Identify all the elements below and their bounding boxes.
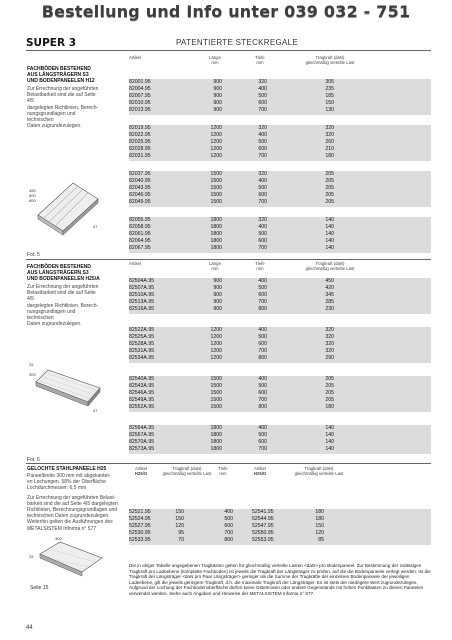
cell-dep: 320 xyxy=(258,79,267,85)
cell-len: 1200 xyxy=(210,355,222,361)
section1-description xyxy=(27,66,103,129)
cell-tl2: 120 xyxy=(315,530,324,536)
cell-len: 1500 xyxy=(210,397,222,403)
table-row xyxy=(129,79,431,86)
table-group xyxy=(129,125,431,161)
cell-art: 82064.95 xyxy=(129,238,151,244)
cell-art: 82540A.95 xyxy=(129,376,155,382)
cell-dep: 400 xyxy=(258,327,267,333)
cell-dep: 320 xyxy=(258,171,267,177)
cell-len: 1500 xyxy=(210,171,222,177)
cell-dep: 800 xyxy=(258,306,267,312)
cell-art: 82001.95 xyxy=(129,79,151,85)
table-row xyxy=(129,509,431,516)
cell-len: 1200 xyxy=(210,125,222,131)
table-row xyxy=(129,446,431,453)
cell-load: 180 xyxy=(325,404,334,410)
cell-dep: 400 xyxy=(258,178,267,184)
table-row xyxy=(129,107,431,114)
h25-col-load: Tragkraft (daN) gleichmäßig verteilte Last xyxy=(162,466,212,476)
section2-text: Zur Errechnung der angeführten Belastbarkeit sind die auf Seite 4/5 dargelegten Richtlinien, Berech- nungsgrundlagen und technischen Daten zugrundezulegen. xyxy=(27,284,99,328)
table-row xyxy=(129,139,431,146)
cell-len: 900 xyxy=(213,107,222,113)
cell-len: 1800 xyxy=(210,245,222,251)
cell-load: 180 xyxy=(325,153,334,159)
col-article-2: Artikel xyxy=(129,261,141,266)
cell-len: 1800 xyxy=(210,231,222,237)
cell-art: 82546A.95 xyxy=(129,390,155,396)
cell-load: 320 xyxy=(325,327,334,333)
table-row xyxy=(129,299,431,306)
section3-dim-width: 300 xyxy=(55,536,62,541)
cell-dp: 400 xyxy=(224,509,233,515)
cell-len: 900 xyxy=(213,86,222,92)
section3-dim-height: 25 xyxy=(29,554,34,559)
cell-art: 82513A.95 xyxy=(129,299,155,305)
cell-len: 900 xyxy=(213,299,222,305)
cell-len: 1800 xyxy=(210,224,222,230)
cell-dep: 800 xyxy=(258,404,267,410)
cell-art: 82037.95 xyxy=(129,171,151,177)
section3-panel-drawing xyxy=(34,538,106,580)
cell-load: 140 xyxy=(325,217,334,223)
cell-dp: 500 xyxy=(224,516,233,522)
cell-load: 205 xyxy=(325,178,334,184)
cell-dep: 700 xyxy=(258,397,267,403)
col-article: Artikel xyxy=(129,55,141,60)
cell-dep: 600 xyxy=(258,390,267,396)
section3-figure-label: Seite 15 xyxy=(30,585,49,591)
cell-art: 82010.95 xyxy=(129,100,151,106)
cell-load: 320 xyxy=(325,334,334,340)
table-row xyxy=(129,224,431,231)
cell-tl: 150 xyxy=(175,509,184,515)
cell-dep: 400 xyxy=(258,224,267,230)
cell-art: 52524.95 xyxy=(129,516,151,522)
table-row xyxy=(129,397,431,404)
cell-load: 210 xyxy=(325,146,334,152)
section2-description xyxy=(27,264,103,327)
cell-len: 1500 xyxy=(210,404,222,410)
table-row xyxy=(129,327,431,334)
cell-art: 82025.95 xyxy=(129,139,151,145)
footnote: Die in obiger Tabelle angegebenen Tragkästen gelten für gleichmäßig verteilte Lasten <daN> pro Bodenpaneel. Zur Bestimmung der zulässigen Tragkraft pro Ladeebene (komplette Fachboden) ist jeweils die Tragkraft der Längsträger zu prüfen, auf die die Bodenpaneele verlegt werden. Ist die Tragkraft der Längsträger <daN pro Paar Längsträger> geringer als die Summe der Tragkräfte der einzelnen Bodenpaneele der jeweiligen Ladeebene, gilt die jeweils geringere Tragkraft, d.h. die maximale Tragkraft der Längsträger. Es ist stets der niedrigere Wert zugrundezulegen. Aufgrund der Lochung der Fachbodenoberfläche dürfen keine Gittertrosen oder andere Gegenstände mit hohen Punktlasten zu diesen Paneelen verwendet werden. Siehe auch Angaben und Hinweise der METALSISTEM Informa n° 577. xyxy=(129,563,431,596)
cell-art: 82567A.95 xyxy=(129,432,155,438)
cell-art: 82028.95 xyxy=(129,146,151,152)
cell-dp: 600 xyxy=(224,523,233,529)
cell-dep: 400 xyxy=(258,86,267,92)
cell-art: 82055.95 xyxy=(129,217,151,223)
cell-dep: 600 xyxy=(258,146,267,152)
table-row xyxy=(129,292,431,299)
cell-dp: 800 xyxy=(224,537,233,543)
cell-load: 450 xyxy=(325,278,334,284)
cell-art: 82564A.95 xyxy=(129,425,155,431)
cell-dep: 400 xyxy=(258,278,267,284)
section3-heading: GELOCHTE STAHLPANEELE H25 xyxy=(27,466,107,472)
table-row xyxy=(129,278,431,285)
section1-text: Zur Errechnung der angeführten Belastbarkeit sind die auf Seite 4/5 dargelegten Richtlinien, Berech- nungsgrundlagen und technischen Daten zugrundezulegen. xyxy=(27,86,99,130)
cell-load: 140 xyxy=(325,238,334,244)
cell-dep: 700 xyxy=(258,245,267,251)
table-row xyxy=(129,390,431,397)
cell-load: 140 xyxy=(325,425,334,431)
cell-art: 82528A.95 xyxy=(129,341,155,347)
cell-load: 320 xyxy=(325,341,334,347)
table-row xyxy=(129,404,431,411)
cell-dep: 600 xyxy=(258,100,267,106)
cell-len: 1200 xyxy=(210,341,222,347)
cell-len: 1500 xyxy=(210,390,222,396)
cell-len: 1200 xyxy=(210,327,222,333)
table-group xyxy=(129,217,431,253)
table-row xyxy=(129,334,431,341)
table-row xyxy=(129,100,431,107)
cell-load: 320 xyxy=(325,132,334,138)
table-row xyxy=(129,516,431,523)
cell-load: 140 xyxy=(325,231,334,237)
cell-dep: 500 xyxy=(258,432,267,438)
cell-load: 260 xyxy=(325,139,334,145)
cell-load: 235 xyxy=(325,86,334,92)
cell-tl2: 180 xyxy=(315,516,324,522)
table-row xyxy=(129,192,431,199)
cell-art: 82534A.95 xyxy=(129,355,155,361)
h25-col-article-2: Artikel H25/D xyxy=(253,466,267,476)
cell-len: 900 xyxy=(213,292,222,298)
cell-art: 52530.95 xyxy=(129,530,151,536)
cell-load: 290 xyxy=(325,355,334,361)
cell-dep: 700 xyxy=(258,153,267,159)
cell-art: 82049.95 xyxy=(129,199,151,205)
cell-dep: 500 xyxy=(258,334,267,340)
table-row xyxy=(129,178,431,185)
table-row xyxy=(129,146,431,153)
cell-art: 82061.95 xyxy=(129,231,151,237)
cell-len: 900 xyxy=(213,285,222,291)
col-depth: Tiefe mm xyxy=(255,55,265,65)
cell-art: 82552A.95 xyxy=(129,404,155,410)
section3-intro: Paneelbreite 300 mm mit abgekantet- en Lochungen. 58% der Oberfläche Lochdurchmesser: 6,5 mm xyxy=(27,473,111,492)
cell-load: 140 xyxy=(325,224,334,230)
table-row xyxy=(129,383,431,390)
table-row xyxy=(129,199,431,206)
cell-len: 1500 xyxy=(210,192,222,198)
cell-len: 1500 xyxy=(210,199,222,205)
cell-art: 82046.95 xyxy=(129,192,151,198)
cell-tl: 150 xyxy=(175,516,184,522)
table-row xyxy=(129,530,431,537)
h25-table-group xyxy=(129,509,431,545)
cell-dp: 700 xyxy=(224,530,233,536)
cell-load: 150 xyxy=(325,100,334,106)
cell-load: 140 xyxy=(325,432,334,438)
section2-dim-height: 47 xyxy=(93,408,98,413)
cell-dep: 400 xyxy=(258,132,267,138)
cell-art: 52533.95 xyxy=(129,537,151,543)
cell-art: 82522A.95 xyxy=(129,327,155,333)
cell-art: 82043.95 xyxy=(129,185,151,191)
table-row xyxy=(129,217,431,224)
cell-dep: 400 xyxy=(258,425,267,431)
h25-col-depth: Tiefe mm xyxy=(218,466,228,476)
cell-tl: 95 xyxy=(178,530,184,536)
table-row xyxy=(129,171,431,178)
cell-dep: 400 xyxy=(258,376,267,382)
cell-art: 52521.95 xyxy=(129,509,151,515)
cell-load: 205 xyxy=(325,390,334,396)
table-row xyxy=(129,285,431,292)
cell-art: 82573A.95 xyxy=(129,446,155,452)
section1-heading: FACHBÖDEN BESTEHEND AUS LÄNGSTRÄGERN S3 UND BODENPANEELEN H12 xyxy=(27,66,95,84)
cell-load: 140 xyxy=(325,245,334,251)
section2-dim-depth: 25 xyxy=(29,362,34,367)
table-row xyxy=(129,132,431,139)
cell-load: 420 xyxy=(325,285,334,291)
cell-art: 82570A.95 xyxy=(129,439,155,445)
cell-len: 900 xyxy=(213,100,222,106)
page-number: 44 xyxy=(26,625,33,631)
cell-len: 1200 xyxy=(210,334,222,340)
cell-len: 1800 xyxy=(210,217,222,223)
cell-art2: 52544.95 xyxy=(252,516,274,522)
cell-dep: 700 xyxy=(258,348,267,354)
cell-load: 130 xyxy=(325,107,334,113)
cell-art: 82031.95 xyxy=(129,153,151,159)
table-group xyxy=(129,79,431,115)
cell-dep: 320 xyxy=(258,125,267,131)
cell-len: 900 xyxy=(213,79,222,85)
cell-art: 82504A.95 xyxy=(129,278,155,284)
cell-art: 82067.95 xyxy=(129,245,151,251)
cell-dep: 700 xyxy=(258,107,267,113)
cell-dep: 320 xyxy=(258,217,267,223)
cell-load: 345 xyxy=(325,292,334,298)
cell-dep: 600 xyxy=(258,439,267,445)
cell-len: 1800 xyxy=(210,439,222,445)
section2-rule xyxy=(26,463,431,464)
table-row xyxy=(129,86,431,93)
table-group xyxy=(129,376,431,412)
cell-load: 205 xyxy=(325,376,334,382)
table-row xyxy=(129,376,431,383)
cell-dep: 500 xyxy=(258,383,267,389)
table-row xyxy=(129,439,431,446)
table-row xyxy=(129,432,431,439)
cell-load: 140 xyxy=(325,446,334,452)
cell-len: 1200 xyxy=(210,146,222,152)
cell-art2: 52547.95 xyxy=(252,523,274,529)
cell-load: 230 xyxy=(325,306,334,312)
cell-art: 82019.95 xyxy=(129,125,151,131)
section2-dim-width: 300 xyxy=(29,372,36,377)
banner-title: Bestellung und Info unter 039 032 - 751 xyxy=(41,2,411,21)
cell-dep: 500 xyxy=(258,93,267,99)
cell-load: 285 xyxy=(325,299,334,305)
cell-dep: 600 xyxy=(258,192,267,198)
cell-len: 1800 xyxy=(210,425,222,431)
cell-len: 1500 xyxy=(210,376,222,382)
cell-len: 1200 xyxy=(210,132,222,138)
cell-load: 320 xyxy=(325,348,334,354)
cell-dep: 600 xyxy=(258,341,267,347)
table-row xyxy=(129,306,431,313)
cell-load: 205 xyxy=(325,185,334,191)
cell-dep: 800 xyxy=(258,355,267,361)
cell-len: 1500 xyxy=(210,185,222,191)
cell-len: 900 xyxy=(213,278,222,284)
table-row xyxy=(129,245,431,252)
cell-dep: 600 xyxy=(258,292,267,298)
table-group xyxy=(129,171,431,207)
table-group xyxy=(129,278,431,314)
cell-art: 82507A.95 xyxy=(129,285,155,291)
cell-art: 82013.95 xyxy=(129,107,151,113)
table-row xyxy=(129,185,431,192)
cell-len: 1500 xyxy=(210,178,222,184)
cell-len: 900 xyxy=(213,93,222,99)
cell-art: 82549A.95 xyxy=(129,397,155,403)
section1-shelf-drawing xyxy=(28,175,100,240)
col-length-2: Länge mm xyxy=(209,261,221,271)
section1-dim-height: 47 xyxy=(93,224,98,229)
table-row xyxy=(129,523,431,530)
section1-dims: 450 600 800 xyxy=(29,188,36,203)
header-banner xyxy=(0,0,452,24)
cell-dep: 500 xyxy=(258,139,267,145)
h25-col-article: Artikel H25/G xyxy=(134,466,148,476)
cell-art: 82525A.95 xyxy=(129,334,155,340)
table-group xyxy=(129,327,431,363)
cell-len: 1800 xyxy=(210,238,222,244)
section1-figure-label: Fot. 5 xyxy=(27,252,40,258)
cell-art: 82543A.95 xyxy=(129,383,155,389)
cell-len: 1800 xyxy=(210,446,222,452)
cell-art2: 52553.95 xyxy=(252,537,274,543)
cell-len: 1200 xyxy=(210,348,222,354)
col-depth-2: Tiefe mm xyxy=(255,261,265,271)
col-load-2: Tragkraft (daN) gleichmäßig verteilte Last xyxy=(305,261,355,271)
cell-art: 82058.95 xyxy=(129,224,151,230)
col-length: Länge mm xyxy=(209,55,221,65)
cell-len: 900 xyxy=(213,306,222,312)
cell-art: 82007.95 xyxy=(129,93,151,99)
cell-art: 82516A.95 xyxy=(129,306,155,312)
section2-figure-label: Fot. 6 xyxy=(27,457,40,463)
cell-tl2: 180 xyxy=(315,509,324,515)
cell-load: 320 xyxy=(325,125,334,131)
cell-len: 1200 xyxy=(210,153,222,159)
table-row xyxy=(129,231,431,238)
cell-load: 140 xyxy=(325,439,334,445)
section1-rule xyxy=(26,259,431,260)
series-subtitle: PATENTIERTE STECKREGALE xyxy=(176,38,299,47)
cell-load: 205 xyxy=(325,171,334,177)
cell-tl2: 150 xyxy=(315,523,324,529)
cell-art2: 52541.95 xyxy=(252,509,274,515)
cell-load: 205 xyxy=(325,192,334,198)
table-row xyxy=(129,355,431,362)
table-row xyxy=(129,93,431,100)
h25-col-load-2: Tragkraft (daN) gleichmäßig verteilte Last xyxy=(294,466,344,476)
table-row xyxy=(129,125,431,132)
table-row xyxy=(129,153,431,160)
cell-dep: 700 xyxy=(258,199,267,205)
cell-dep: 500 xyxy=(258,285,267,291)
header-rule xyxy=(26,50,431,51)
cell-art: 82531A.95 xyxy=(129,348,155,354)
cell-tl2: 85 xyxy=(318,537,324,543)
cell-dep: 700 xyxy=(258,446,267,452)
cell-art: 82022.95 xyxy=(129,132,151,138)
cell-art2: 52550.95 xyxy=(252,530,274,536)
section2-heading: FACHBÖDEN BESTEHEND AUS LÄNGSTRÄGERN S3 UND BODENPANEELEN H25/A xyxy=(27,264,100,282)
section3-description xyxy=(27,466,119,532)
table-group xyxy=(129,425,431,454)
cell-load: 305 xyxy=(325,79,334,85)
cell-load: 185 xyxy=(325,93,334,99)
cell-art: 82004.95 xyxy=(129,86,151,92)
cell-dep: 600 xyxy=(258,238,267,244)
cell-len: 1200 xyxy=(210,139,222,145)
series-title: SUPER 3 xyxy=(26,37,77,49)
cell-dep: 500 xyxy=(258,231,267,237)
cell-tl: 120 xyxy=(175,523,184,529)
cell-art: 52527.95 xyxy=(129,523,151,529)
cell-art: 82040.95 xyxy=(129,178,151,184)
section3-text: Zur Errechnung der angeführten Belast- barkeit sind die auf Seite 4/5 dargelegten Richtlinien, Berechnungsgrundlagen und technischen Daten zugrundezulegen. Weiterhin gelten die Ausführungen des METALSISTEM Informa n° 577 xyxy=(27,494,118,532)
cell-art: 82510A.95 xyxy=(129,292,155,298)
table-row xyxy=(129,425,431,432)
cell-load: 205 xyxy=(325,397,334,403)
cell-load: 205 xyxy=(325,383,334,389)
cell-dep: 500 xyxy=(258,185,267,191)
cell-tl: 70 xyxy=(178,537,184,543)
cell-load: 205 xyxy=(325,199,334,205)
col-load: Tragkraft (daN) gleichmäßig verteilte Last xyxy=(305,55,355,65)
cell-len: 1800 xyxy=(210,432,222,438)
table-row xyxy=(129,238,431,245)
table-row xyxy=(129,341,431,348)
table-row xyxy=(129,348,431,355)
cell-len: 1500 xyxy=(210,383,222,389)
table-row xyxy=(129,537,431,544)
cell-dep: 700 xyxy=(258,299,267,305)
